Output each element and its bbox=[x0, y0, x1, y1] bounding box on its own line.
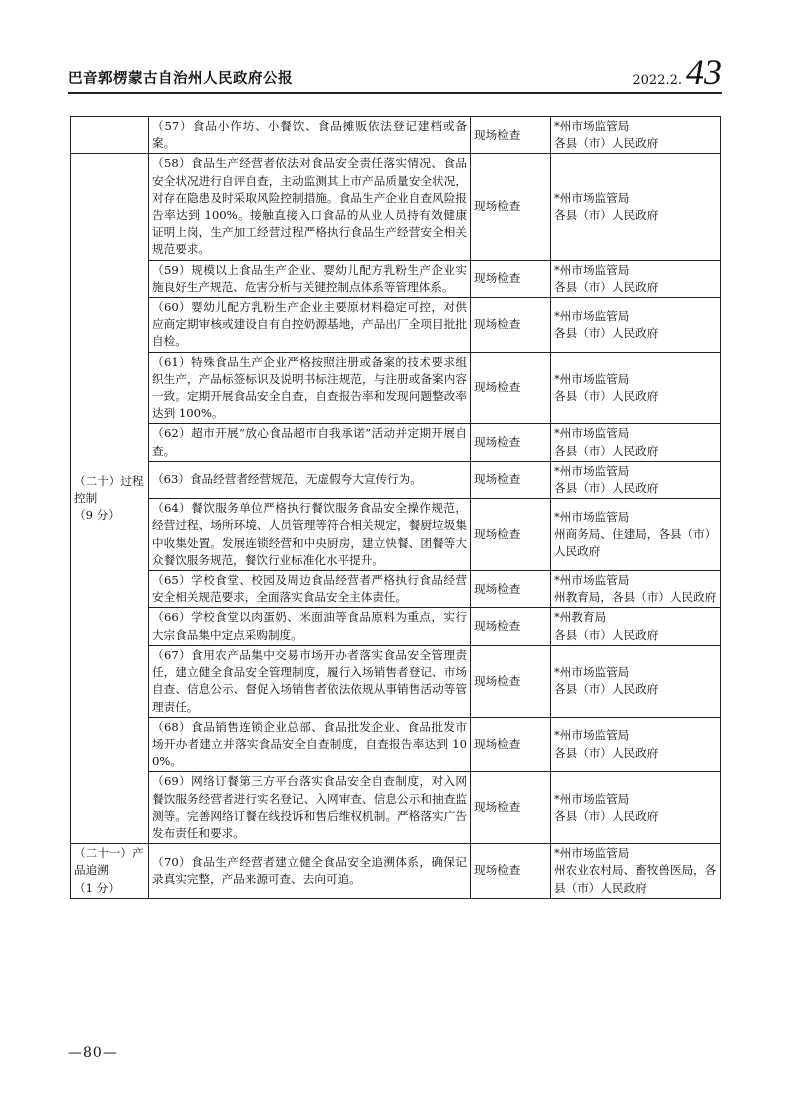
item-content: （63）食品经营者经营规范，无虚假夸大宣传行为。 bbox=[149, 461, 471, 498]
lead-unit: *州市场监管局 bbox=[554, 463, 630, 478]
publication-title: 巴音郭楞蒙古自治州人民政府公报 bbox=[68, 71, 293, 87]
category-cell-empty bbox=[71, 117, 149, 154]
responsible-units bbox=[551, 424, 721, 461]
co-unit: 各县（市）人民政府 bbox=[554, 208, 659, 223]
item-content: （61）特殊食品生产企业严格按照注册或备案的技术要求组织生产，产品标签标识及说明书标注规范，与注册或备案内容一致。定期开展食品安全自查，自查报告率和发现问题整改率达到 100%。 bbox=[149, 352, 471, 424]
check-method: 现场检查 bbox=[471, 352, 551, 424]
lead-unit: *州市场监管局 bbox=[554, 509, 630, 524]
lead-unit: *州市场监管局 bbox=[554, 665, 630, 680]
header-rule bbox=[68, 92, 722, 94]
check-method: 现场检查 bbox=[471, 461, 551, 498]
responsible-units bbox=[551, 772, 721, 844]
lead-unit: *州市场监管局 bbox=[554, 190, 630, 205]
responsible-units bbox=[551, 461, 721, 498]
co-unit: 各县（市）人民政府 bbox=[554, 745, 659, 760]
table-row bbox=[71, 352, 721, 424]
table-row bbox=[71, 608, 721, 645]
issue-info bbox=[632, 54, 722, 90]
check-method: 现场检查 bbox=[471, 608, 551, 645]
lead-unit: *州市场监管局 bbox=[554, 308, 630, 323]
check-method: 现场检查 bbox=[471, 424, 551, 461]
table-row bbox=[71, 717, 721, 772]
responsible-units bbox=[551, 298, 721, 353]
check-method: 现场检查 bbox=[471, 260, 551, 297]
co-unit: 各县（市）人民政府 bbox=[554, 325, 659, 340]
table-row bbox=[71, 461, 721, 498]
issue-date: 2022.2. bbox=[632, 73, 682, 88]
responsible-units bbox=[551, 645, 721, 717]
responsible-units bbox=[551, 608, 721, 645]
lead-unit: *州市场监管局 bbox=[554, 573, 630, 588]
table-row bbox=[71, 117, 721, 154]
table-row bbox=[71, 571, 721, 608]
category-process-control bbox=[71, 154, 149, 844]
responsible-units bbox=[551, 717, 721, 772]
page-number: —80— bbox=[68, 1045, 118, 1061]
table-row bbox=[71, 772, 721, 844]
responsible-units bbox=[551, 499, 721, 571]
category-score: （9 分） bbox=[74, 508, 120, 523]
check-method: 现场检查 bbox=[471, 298, 551, 353]
table-row bbox=[71, 844, 721, 899]
check-method: 现场检查 bbox=[471, 154, 551, 260]
lead-unit: *州市场监管局 bbox=[554, 791, 630, 806]
lead-unit: *州市场监管局 bbox=[554, 262, 630, 277]
item-content: （59）规模以上食品生产企业、婴幼儿配方乳粉生产企业实施良好生产规范、危害分析与关键控制点体系等管理体系。 bbox=[149, 260, 471, 297]
item-content: （67）食用农产品集中交易市场开办者落实食品安全管理责任，建立健全食品安全管理制度，履行入场销售者登记、市场自查、信息公示、督促入场销售者依法依规从事销售活动等管理责任。 bbox=[149, 645, 471, 717]
item-content: （57）食品小作坊、小餐饮、食品摊贩依法登记建档或备案。 bbox=[149, 117, 471, 154]
item-content: （69）网络订餐第三方平台落实食品安全自查制度，对入网餐饮服务经营者进行实名登记、入网审查、信息公示和抽查监测等。完善网络订餐在线投诉和售后维权机制。严格落实广告发布责任和要求。 bbox=[149, 772, 471, 844]
item-content: （64）餐饮服务单位严格执行餐饮服务食品安全操作规范，经营过程、场所环境、人员管理等符合相关规定，餐厨垃圾集中收集处置。发展连锁经营和中央厨房，建立快餐、团餐等大众餐饮服务规范，餐饮行业标准化水平提升。 bbox=[149, 499, 471, 571]
item-content: （62）超市开展“放心食品超市自我承诺”活动并定期开展自查。 bbox=[149, 424, 471, 461]
co-unit: 各县（市）人民政府 bbox=[554, 136, 659, 151]
check-method: 现场检查 bbox=[471, 772, 551, 844]
responsible-units bbox=[551, 571, 721, 608]
check-method: 现场检查 bbox=[471, 499, 551, 571]
lead-unit: *州市场监管局 bbox=[554, 846, 630, 861]
item-content: （60）婴幼儿配方乳粉生产企业主要原材料稳定可控，对供应商定期审核或建设自有自控奶源基地，产品出厂全项目批批自检。 bbox=[149, 298, 471, 353]
lead-unit: *州教育局 bbox=[554, 610, 607, 625]
category-product-traceability bbox=[71, 844, 149, 899]
co-unit: 各县（市）人民政府 bbox=[554, 279, 659, 294]
lead-unit: *州市场监管局 bbox=[554, 371, 630, 386]
co-unit: 州农业农村局、畜牧兽医局，各县（市）人民政府 bbox=[554, 863, 717, 895]
co-unit: 州教育局，各县（市）人民政府 bbox=[554, 590, 717, 605]
co-unit: 各县（市）人民政府 bbox=[554, 443, 659, 458]
lead-unit: *州市场监管局 bbox=[554, 119, 630, 133]
category-score: （1 分） bbox=[74, 880, 120, 895]
check-method: 现场检查 bbox=[471, 717, 551, 772]
lead-unit: *州市场监管局 bbox=[554, 426, 630, 441]
co-unit: 各县（市）人民政府 bbox=[554, 682, 659, 697]
category-title: （二十一）产品追溯 bbox=[74, 846, 144, 878]
item-content: （66）学校食堂以肉蛋奶、米面油等食品原料为重点，实行大宗食品集中定点采购制度。 bbox=[149, 608, 471, 645]
category-title: （二十）过程控制 bbox=[74, 473, 144, 506]
page-header bbox=[68, 52, 722, 90]
table-row bbox=[71, 499, 721, 571]
item-content: （70）食品生产经营者建立健全食品安全追溯体系，确保记录真实完整，产品来源可查、去向可追。 bbox=[149, 844, 471, 899]
responsible-units bbox=[551, 260, 721, 297]
table-row bbox=[71, 645, 721, 717]
responsible-units bbox=[551, 154, 721, 260]
check-method: 现场检查 bbox=[471, 117, 551, 154]
table-row bbox=[71, 260, 721, 297]
item-content: （68）食品销售连锁企业总部、食品批发企业、食品批发市场开办者建立并落实食品安全自查制度，自查报告率达到 100%。 bbox=[149, 717, 471, 772]
co-unit: 各县（市）人民政府 bbox=[554, 627, 659, 642]
item-content: （58）食品生产经营者依法对食品安全责任落实情况、食品安全状况进行自评自查，主动监测其上市产品质量安全状况，对存在隐患及时采取风险控制措施。食品生产企业自查风险报告率达到 100%。接触直接入口食品的从业人员持有效健康证明上岗，生产加工经营过程严格执行食品生产经营安全相关规范要求。 bbox=[149, 154, 471, 260]
responsible-units bbox=[551, 117, 721, 154]
co-unit: 各县（市）人民政府 bbox=[554, 481, 659, 496]
co-unit: 各县（市）人民政府 bbox=[554, 808, 659, 823]
lead-unit: *州市场监管局 bbox=[554, 728, 630, 743]
item-content: （65）学校食堂、校园及周边食品经营者严格执行食品经营安全相关规范要求，全面落实食品安全主体责任。 bbox=[149, 571, 471, 608]
responsible-units bbox=[551, 844, 721, 899]
co-unit: 州商务局、住建局，各县（市）人民政府 bbox=[554, 527, 717, 559]
check-method: 现场检查 bbox=[471, 844, 551, 899]
evaluation-table bbox=[70, 116, 721, 899]
table-row bbox=[71, 298, 721, 353]
table-row bbox=[71, 424, 721, 461]
responsible-units bbox=[551, 352, 721, 424]
check-method: 现场检查 bbox=[471, 571, 551, 608]
co-unit: 各县（市）人民政府 bbox=[554, 389, 659, 404]
table-row bbox=[71, 154, 721, 260]
check-method: 现场检查 bbox=[471, 645, 551, 717]
issue-number: 43 bbox=[686, 52, 722, 92]
